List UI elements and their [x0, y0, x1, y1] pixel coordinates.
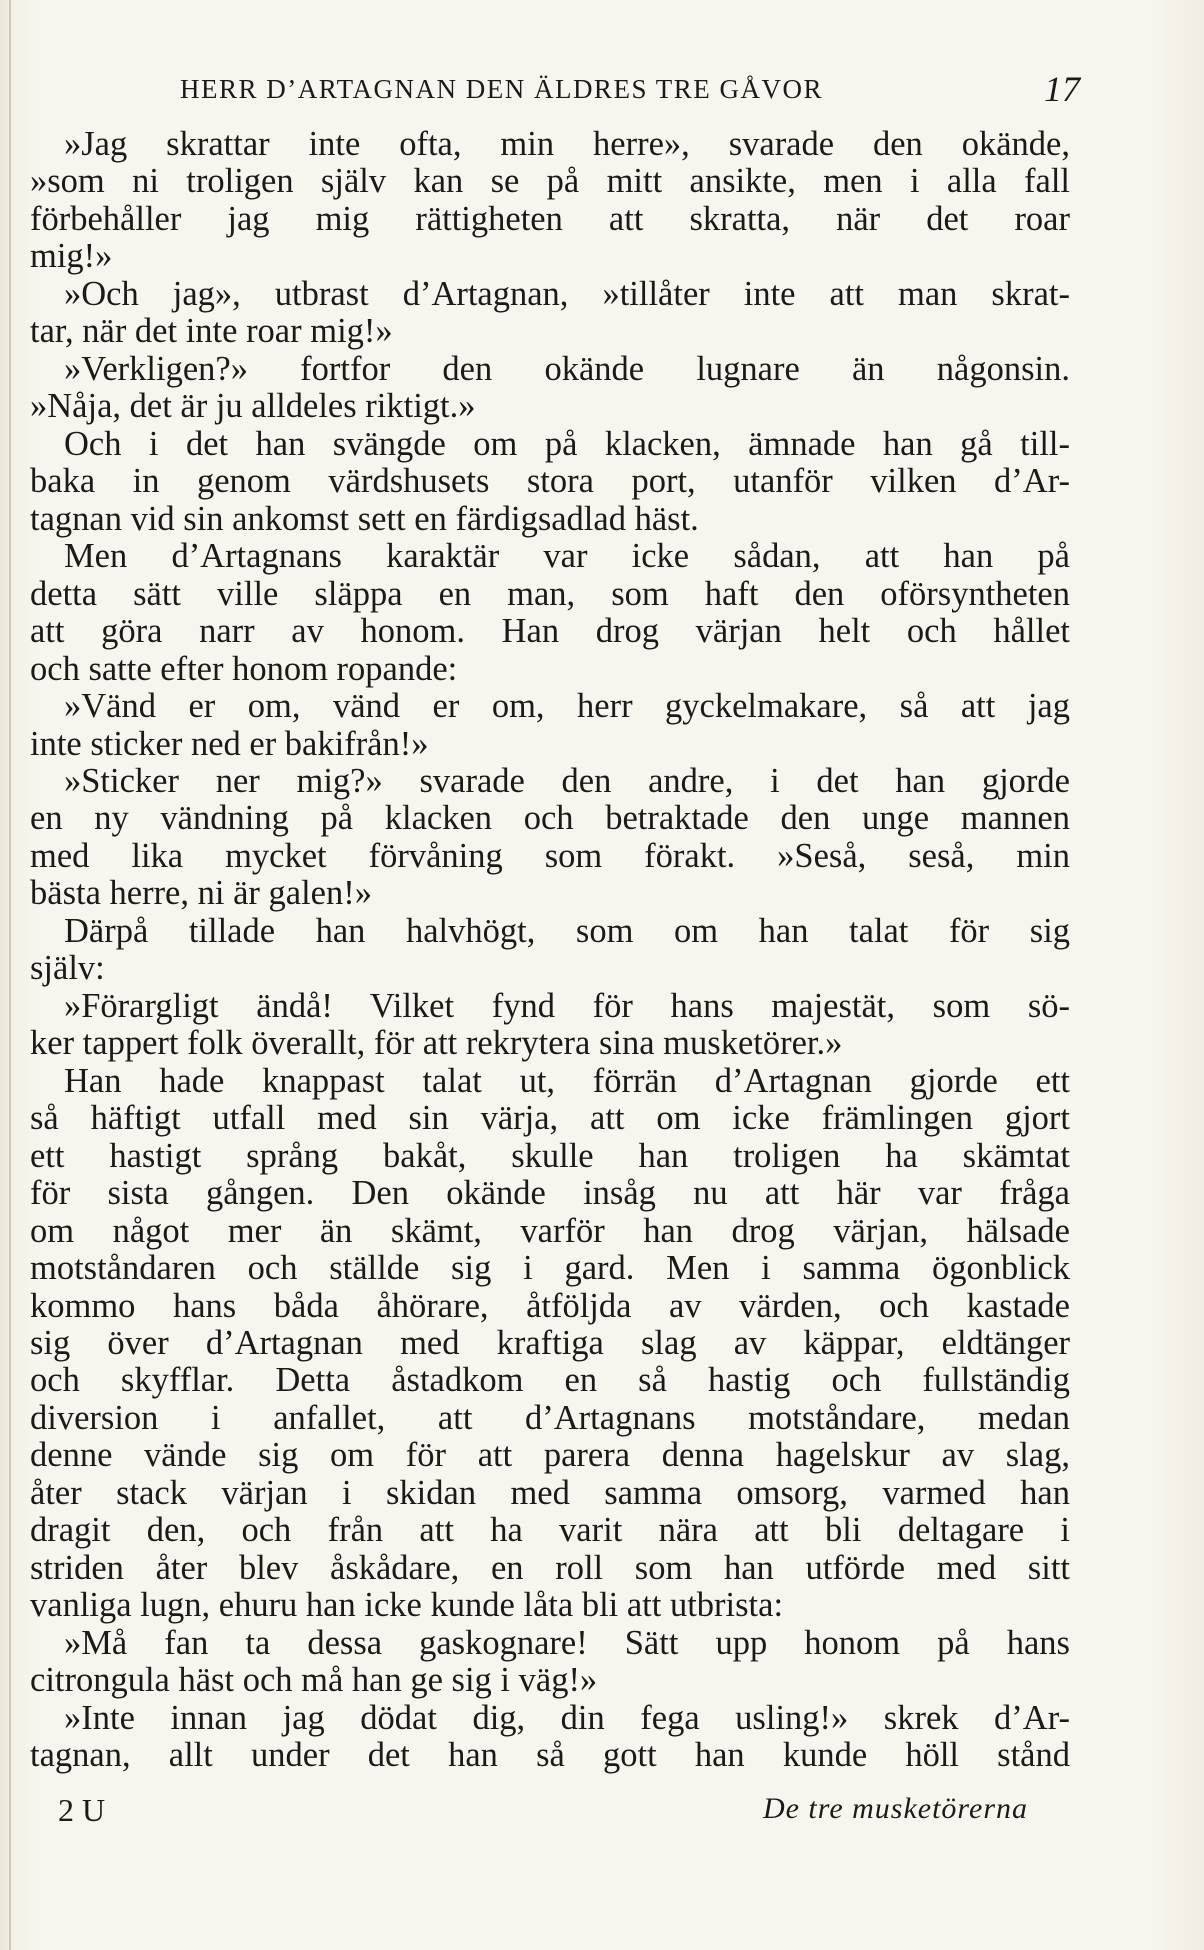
text-line: »Verkligen?» fortfor den okände lugnare än någonsin. [64, 349, 1070, 388]
text-line: ker tappert folk överallt, för att rekrytera sina musketörer.» [30, 1024, 843, 1063]
text-line: om något mer än skämt, varför han drog värjan, hälsade [30, 1211, 1070, 1250]
text-line: så häftigt utfall med sin värja, att om icke främlingen gjort [30, 1099, 1070, 1138]
text-line: motståndaren och ställde sig i gard. Men i samma ögonblick [30, 1249, 1070, 1288]
text-line: baka in genom värdshusets stora port, utanför vilken d’Ar- [30, 462, 1070, 501]
text-line: »Nåja, det är ju alldeles riktigt.» [30, 387, 476, 426]
text-line: denne vände sig om för att parera denna hagelskur av slag, [30, 1436, 1070, 1475]
text-line: sig över d’Artagnan med kraftiga slag av käppar, eldtänger [30, 1324, 1070, 1362]
text-line: själv: [30, 949, 105, 988]
text-line: »Vänd er om, vänd er om, herr gyckelmakare, så att jag [64, 687, 1070, 726]
text-line: striden åter blev åskådare, en roll som han utförde med sitt [30, 1548, 1070, 1587]
text-line: tar, när det inte roar mig!» [30, 312, 393, 351]
text-line: tagnan, allt under det han så gott han kunde höll stånd [30, 1736, 1070, 1775]
text-line: Men d’Artagnans karaktär var icke sådan, att han på [64, 537, 1070, 576]
text-line: Han hade knappast talat ut, förrän d’Artagnan gjorde ett [64, 1061, 1070, 1100]
text-line: »Förargligt ändå! Vilket fynd för hans majestät, som sö- [64, 986, 1070, 1025]
text-line: tagnan vid sin ankomst sett en färdigsadlad häst. [30, 499, 699, 538]
text-line: Därpå tillade han halvhögt, som om han talat för sig [64, 911, 1070, 950]
running-head: HERR D’ARTAGNAN DEN ÄLDRES TRE GÅVOR [180, 74, 823, 104]
text-line: förbehåller jag mig rättigheten att skratta, när det roar [30, 199, 1070, 238]
printer-signature: 2 U [58, 1792, 106, 1828]
text-line: »Jag skrattar inte ofta, min herre», svarade den okände, [64, 125, 1070, 163]
page-footer [58, 1792, 1028, 1832]
text-line: diversion i anfallet, att d’Artagnans motståndare, medan [30, 1398, 1070, 1437]
text-line: »Inte innan jag dödat dig, din fega usling!» skrek d’Ar- [64, 1698, 1070, 1737]
text-line: ett hastigt språng bakåt, skulle han troligen ha skämtat [30, 1136, 1070, 1175]
text-line: med lika mycket förvåning som förakt. »Seså, seså, min [30, 836, 1070, 875]
text-line: »som ni troligen själv kan se på mitt ansikte, men i alla fall [30, 162, 1070, 201]
text-line: »Och jag», utbrast d’Artagnan, »tillåter inte att man skrat- [64, 274, 1070, 313]
text-line: Och i det han svängde om på klacken, ämnade han gå till- [64, 424, 1070, 463]
text-line: citrongula häst och må han ge sig i väg!» [30, 1661, 598, 1700]
text-line: detta sätt ville släppa en man, som haft den oförsyntheten [30, 574, 1070, 613]
text-line: »Sticker ner mig?» svarade den andre, i det han gjorde [64, 761, 1070, 800]
text-line: en ny vändning på klacken och betraktade den unge mannen [30, 799, 1070, 838]
text-line: »Må fan ta dessa gaskognare! Sätt upp honom på hans [64, 1623, 1070, 1662]
text-line: inte sticker ned er bakifrån!» [30, 724, 429, 763]
text-line: åter stack värjan i skidan med samma omsorg, varmed han [30, 1473, 1070, 1512]
text-line: och skyfflar. Detta åstadkom en så hastig och fullständig [30, 1361, 1070, 1400]
body-text [30, 126, 1070, 1775]
text-line: kommo hans båda åhörare, åtföljda av värden, och kastade [30, 1286, 1070, 1325]
text-line: mig!» [30, 237, 113, 276]
text-line: vanliga lugn, ehuru han icke kunde låta bli att utbrista: [30, 1586, 784, 1625]
page-header [180, 66, 1080, 110]
page-gutter [9, 0, 11, 1950]
text-line: att göra narr av honom. Han drog värjan helt och hållet [30, 612, 1070, 651]
book-title: De tre musketörerna [762, 1792, 1028, 1825]
text-line: bästa herre, ni är galen!» [30, 874, 372, 913]
text-line: och satte efter honom ropande: [30, 649, 458, 688]
page-number: 17 [1044, 69, 1080, 109]
text-line: för sista gången. Den okände insåg nu att här var fråga [30, 1174, 1070, 1213]
text-line: dragit den, och från att ha varit nära att bli deltagare i [30, 1511, 1070, 1550]
